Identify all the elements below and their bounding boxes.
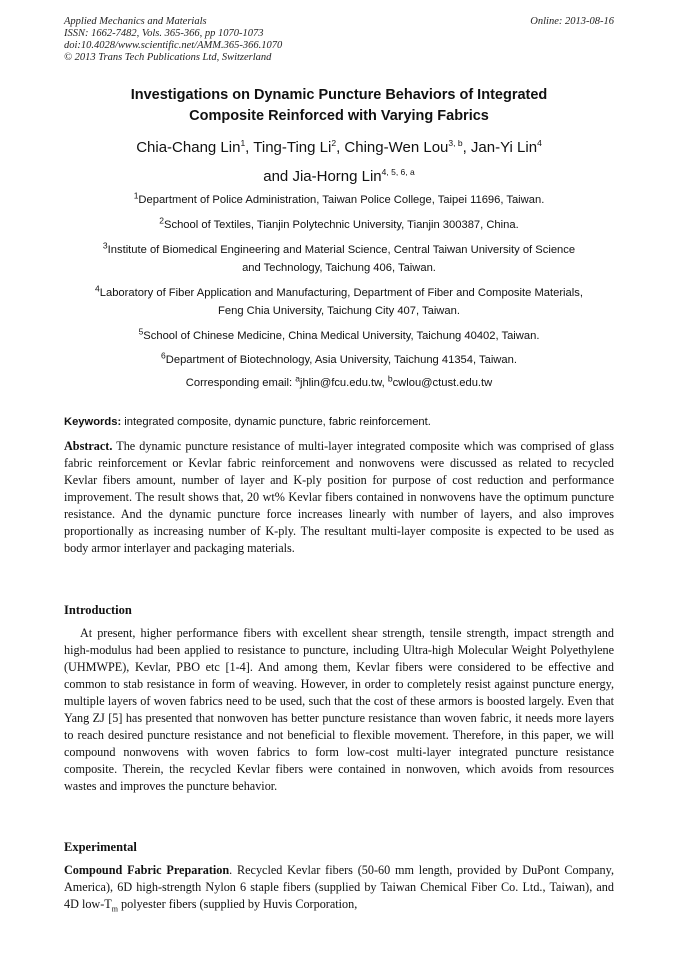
author-name: Jia-Horng Lin [292, 168, 382, 185]
affiliation-3 [60, 241, 618, 277]
affiliation-number: 5 [138, 326, 144, 337]
keywords-text: integrated composite, dynamic puncture, fabric reinforcement. [121, 416, 431, 428]
author-separator: , [336, 139, 345, 156]
section-heading-introduction: Introduction [64, 603, 132, 617]
introduction-paragraph: At present, higher performance fibers with excellent shear strength, tensile strength, impact strength and high-modulus had been applied to resistance to puncture, including Ultra-high Molecular Weight Polyethylene (UHMWPE), Kevlar, PBO etc [1-4]. And among them, Kevlar fibers were considered to be effective and common to stab resistance in form of weaving. However, in order to completely resist against puncture energy, multiple layers of woven fabrics need to be used, such that the cost of these armors is boosted largely. Even that Yang ZJ [5] has presented that nonwoven has better puncture resistance than woven fabric, it needs more layers to reach desired puncture resistance and not beneficial to flexible movement. Therefore, in this paper, we will compound nonwovens with woven fabrics to form low-cost multi-layer integrated puncture resistance composite. Therein, the recycled Kevlar fibers were contained in nonwoven, which avoids from resources wastes and improves the puncture behavior. [64, 626, 614, 793]
keywords [64, 414, 614, 430]
author-name: Jan-Yi Lin [470, 139, 538, 156]
affiliation-2 [60, 216, 618, 234]
affiliation-text-cont: Feng Chia University, Taichung City 407, Taiwan. [218, 305, 460, 317]
affiliation-number: 2 [159, 215, 165, 226]
author-name: Ching-Wen Lou [344, 139, 449, 156]
doi-line: doi:10.4028/www.scientific.net/AMM.365-366.1070 [64, 40, 283, 51]
affiliation-number: 4 [95, 283, 100, 294]
author-affil-sup: 1 [240, 138, 246, 148]
abstract-label: Abstract. [64, 439, 113, 453]
online-date: Online: 2013-08-16 [530, 16, 614, 27]
affiliation-text: School of Textiles, Tianjin Polytechnic University, Tianjin 300387, China. [164, 219, 519, 231]
author-separator: , [462, 139, 471, 156]
keywords-label: Keywords: [64, 416, 122, 428]
journal-header [64, 16, 282, 64]
author-list [64, 133, 614, 191]
email-sup: a [295, 373, 300, 384]
email-address[interactable]: jhlin@fcu.edu.tw [299, 377, 382, 389]
author-name: Ting-Ting Li [253, 139, 332, 156]
email-sup: b [387, 373, 393, 384]
abstract [64, 438, 614, 557]
subscript: m [111, 904, 118, 914]
affiliation-1 [60, 191, 618, 209]
author-separator: , [245, 139, 254, 156]
paper-title [64, 85, 614, 127]
email-label: Corresponding email: [185, 377, 296, 389]
author-affil-sup: 4, 5, 6, a [381, 167, 415, 177]
email-address[interactable]: cwlou@ctust.edu.tw [392, 377, 493, 389]
section-heading-experimental: Experimental [64, 840, 137, 854]
abstract-text: The dynamic puncture resistance of multi-layer integrated composite which was comprised of glass fabric reinforcement or Kevlar fabric reinforcement and nonwovens were discussed as related to recycled Kevlar fibers amount, number of layer and K-ply position for purpose of cost reduction and performance improvement. The result shows that, 20 wt% Kevlar fibers contained in nonwovens have the optimum puncture resistance. And the dynamic puncture force increases linearly with number of layers, and also improves proportionally as increasing number of K-ply. The resultant multi-layer composite is expected to be used as body armor interlayer and packaging materials. [64, 439, 614, 555]
affiliation-text: Institute of Biomedical Engineering and Material Science, Central Taiwan University of Science [107, 244, 576, 256]
paragraph-text: polyester fibers (supplied by Huvis Corporation, [117, 897, 358, 911]
affiliation-text: Department of Police Administration, Taiwan Police College, Taipei 11696, Taiwan. [138, 194, 545, 206]
author-affil-sup: 3, b [448, 138, 463, 148]
title-line-1: Investigations on Dynamic Puncture Behaviors of Integrated [130, 87, 548, 103]
affiliation-4 [60, 284, 618, 320]
author-line-2 [64, 162, 614, 191]
email-separator: , [381, 377, 388, 389]
affiliation-number: 3 [102, 240, 108, 251]
affiliation-5 [60, 327, 618, 345]
paragraph-text: . Recycled Kevlar fibers (50-60 mm length, provided by DuPont Company, America), 6D high-strength Nylon 6 staple fibers (supplied by Taiwan Chemical Fiber Co. Ltd., Taiwan), and 4D low-T [64, 863, 614, 911]
affiliation-number: 6 [161, 350, 166, 361]
author-affil-sup: 4 [537, 138, 542, 148]
affiliation-text: Department of Biotechnology, Asia University, Taichung 41354, Taiwan. [165, 354, 517, 366]
author-line-1 [64, 133, 614, 162]
copyright-line: © 2013 Trans Tech Publications Ltd, Switzerland [64, 52, 272, 63]
affiliation-text-cont: and Technology, Taichung 406, Taiwan. [242, 262, 436, 274]
author-affil-sup: 2 [331, 138, 337, 148]
journal-name: Applied Mechanics and Materials [64, 16, 207, 27]
affiliation-number: 1 [133, 190, 139, 201]
author-name: Chia-Chang Lin [136, 139, 241, 156]
affiliation-6 [60, 351, 618, 369]
affiliation-text: Laboratory of Fiber Application and Manufacturing, Department of Fiber and Composite Materials, [99, 287, 583, 299]
issn-line: ISSN: 1662-7482, Vols. 365-366, pp 1070-1073 [64, 28, 264, 39]
affiliation-text: School of Chinese Medicine, China Medical University, Taichung 40402, Taiwan. [143, 330, 540, 342]
author-conjunction: and [263, 168, 293, 185]
corresponding-email [64, 374, 614, 392]
subsection-heading: Compound Fabric Preparation [64, 863, 230, 877]
title-line-2: Composite Reinforced with Varying Fabrics [189, 108, 489, 124]
compound-fabric-paragraph [64, 862, 614, 913]
